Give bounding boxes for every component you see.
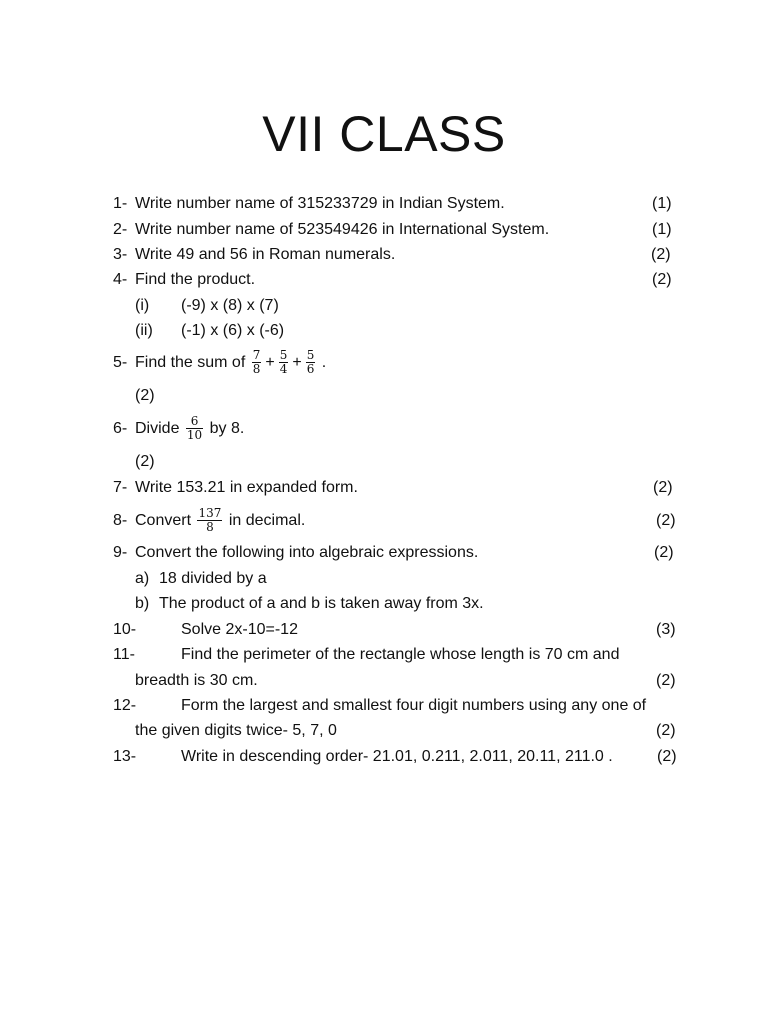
fraction [186,415,203,442]
question-marks: (2) [651,246,671,263]
question-11 [0,643,768,667]
question-number: 9- [113,544,128,561]
question-11-cont [0,669,768,693]
question-end: . [321,354,327,371]
part-text: (-9) x (8) x (7) [181,297,279,314]
question-text-cont: the given digits twice- 5, 7, 0 [135,722,337,739]
question-text: Find the perimeter of the rectangle whose length is 70 cm and [181,646,620,663]
question-2 [0,218,768,242]
part-text: (-1) x (6) x (-6) [181,322,285,339]
denominator: 6 [306,362,315,377]
question-text [135,502,305,540]
question-4 [0,268,768,292]
question-6-marks-line [0,450,768,474]
page-title: VII CLASS [262,106,506,162]
part-label: a) [135,570,150,587]
question-text-cont: breadth is 30 cm. [135,672,258,689]
question-lead: Convert [135,512,192,529]
question-4-part-i [0,294,768,318]
part-text: The product of a and b is taken away from 3x. [159,595,484,612]
question-marks: (2) [135,387,155,404]
question-9 [0,541,768,565]
question-9-part-b [0,592,768,616]
question-number: 12- [113,697,137,714]
question-1 [0,192,768,216]
question-5-marks-line [0,384,768,408]
question-number: 10- [113,621,137,638]
fraction [306,349,316,376]
question-number: 2- [113,221,128,238]
numerator: 6 [186,415,203,429]
numerator: 137 [198,506,222,521]
question-12 [0,694,768,718]
fraction [279,349,289,376]
plus-sign: + [292,354,302,371]
numerator: 5 [306,348,315,363]
numerator: 5 [279,348,288,363]
fraction [197,507,222,534]
question-text: Write 153.21 in expanded form. [135,479,358,496]
question-marks: (2) [135,453,155,470]
question-5 [0,344,768,382]
part-text: 18 divided by a [159,570,267,587]
part-label: (i) [135,297,150,314]
question-6 [0,410,768,448]
question-text [135,410,244,448]
question-3 [0,243,768,267]
question-number: 7- [113,479,128,496]
question-10 [0,618,768,642]
question-8 [0,502,768,540]
plus-sign: + [265,354,275,371]
question-number: 13- [113,748,137,765]
question-marks: (2) [656,722,676,739]
question-marks: (1) [652,221,672,238]
question-number: 3- [113,246,128,263]
part-label: (ii) [135,322,153,339]
question-13 [0,745,768,769]
denominator: 10 [186,428,203,443]
question-text: Solve 2x-10=-12 [181,621,298,638]
question-text: Write number name of 315233729 in Indian System. [135,195,505,212]
denominator: 8 [206,520,214,535]
question-marks: (1) [652,195,672,212]
question-marks: (2) [656,672,676,689]
numerator: 7 [252,348,261,363]
question-number: 1- [113,195,128,212]
question-end: in decimal. [228,512,306,529]
denominator: 4 [279,362,288,377]
question-marks: (2) [652,271,672,288]
question-marks: (2) [657,748,677,765]
question-text: Write in descending order- 21.01, 0.211, 2.011, 20.11, 211.0 . [181,748,613,765]
question-text: Convert the following into algebraic expressions. [135,544,479,561]
question-number: 8- [113,512,128,529]
question-lead: Find the sum of [135,354,246,371]
question-marks: (2) [653,479,673,496]
question-text: Write number name of 523549426 in International System. [135,221,550,238]
question-text: Form the largest and smallest four digit numbers using any one of [181,697,647,714]
question-number: 4- [113,271,128,288]
question-number: 11- [113,646,135,663]
fraction [252,349,262,376]
question-4-part-ii [0,319,768,343]
question-text: Find the product. [135,271,256,288]
question-lead: Divide [135,420,180,437]
question-7 [0,476,768,500]
question-marks: (2) [654,544,674,561]
denominator: 8 [252,362,261,377]
part-label: b) [135,595,150,612]
question-number: 5- [113,354,128,371]
question-12-cont [0,719,768,743]
question-text [135,344,326,382]
question-marks: (2) [656,512,676,529]
question-text: Write 49 and 56 in Roman numerals. [135,246,396,263]
question-marks: (3) [656,621,676,638]
question-end: by 8. [209,420,245,437]
question-9-part-a [0,567,768,591]
question-number: 6- [113,420,128,437]
